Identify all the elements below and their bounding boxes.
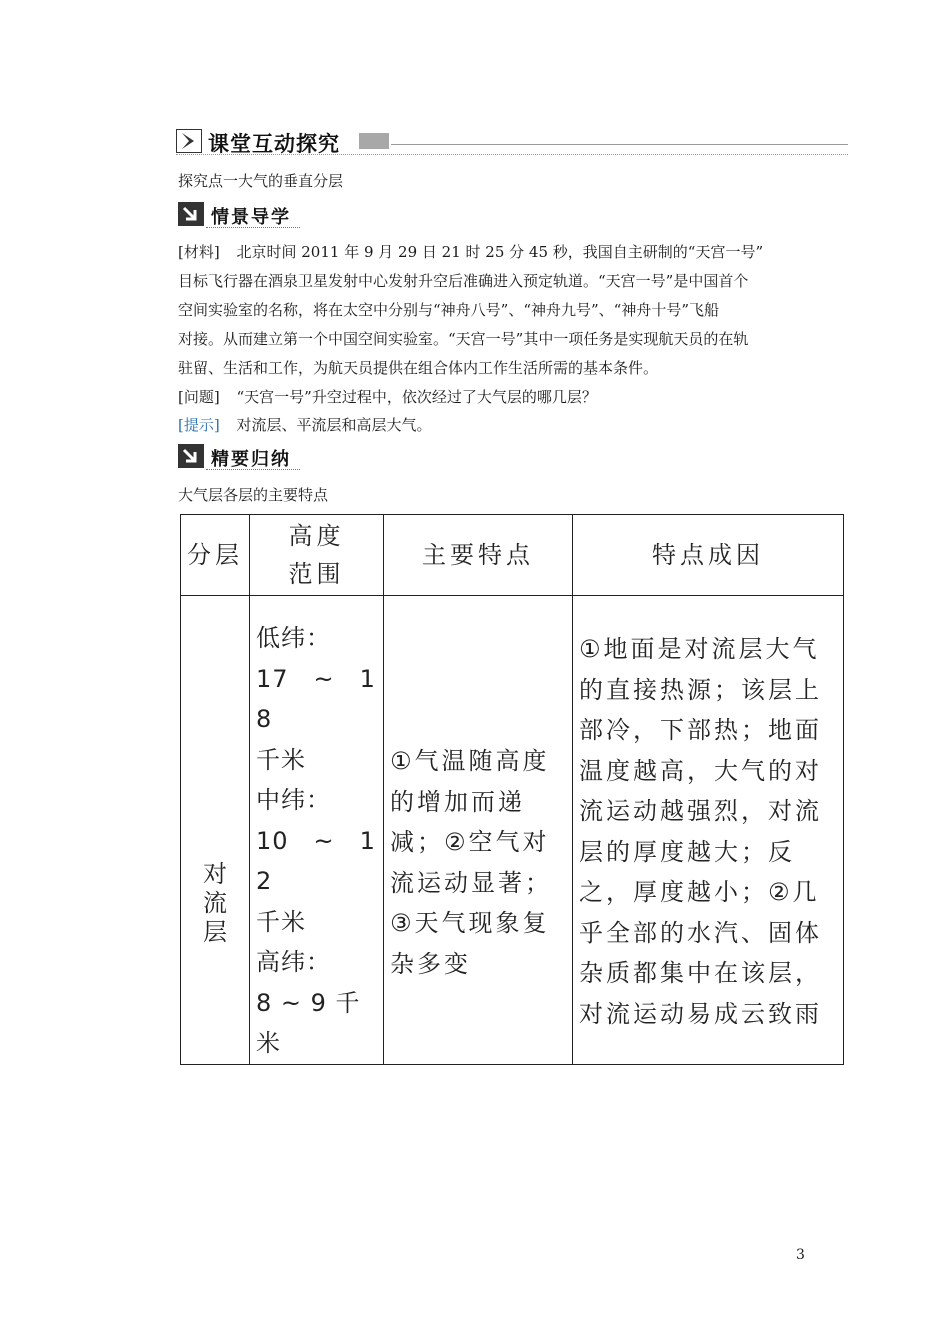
material-paragraph <box>178 238 818 383</box>
cell-causes <box>573 596 844 1065</box>
material-line-1: 北京时间 2011 年 9 月 29 日 21 时 25 分 45 秒，我国自主研制的“天宫一号” <box>236 243 764 261</box>
arrow-down-right-icon <box>178 444 204 468</box>
chevron-right-icon <box>176 129 202 153</box>
banner-decoration <box>359 133 389 149</box>
height-lines: 低纬： 17 ~ 18 千米 中纬： 10 ~ 12 千米 高纬： 8 ~ 9 千米 <box>256 624 376 1057</box>
material-line-2: 目标飞行器在酒泉卫星发射中心发射升空后准确进入预定轨道。“天宫一号”是中国首个 <box>178 272 749 290</box>
banner-rule <box>391 144 848 145</box>
header-causes: 特点成因 <box>573 515 844 596</box>
layer-name: 对流层 <box>203 860 227 947</box>
subhead-scenario: 情景导学 <box>178 202 308 228</box>
table-header-row <box>181 515 844 596</box>
header-height-range: 高度范围 <box>250 515 384 596</box>
header-features: 主要特点 <box>384 515 573 596</box>
question-text: “天宫一号”升空过程中，依次经过了大气层的哪几层？ <box>236 388 597 406</box>
hint-paragraph <box>178 411 818 440</box>
causes-text: ①地面是对流层大气的直接热源；该层上部冷，下部热；地面温度越高，大气的对流运动越强烈，对流层的厚度越大；反之，厚度越小；②几乎全部的水汽、固体杂质都集中在该层，对流运动易成云致雨 <box>579 635 822 1028</box>
hint-text: 对流层、平流层和高层大气。 <box>236 416 432 434</box>
table-row <box>181 596 844 1065</box>
table-caption: 大气层各层的主要特点 <box>178 486 329 504</box>
topic-heading: 探究点一大气的垂直分层 <box>178 172 344 190</box>
material-line-5: 驻留、生活和工作，为航天员提供在组合体内工作生活所需的基本条件。 <box>178 359 659 377</box>
question-label: [问题] <box>178 388 220 406</box>
subhead-summary: 精要归纳 <box>178 444 308 470</box>
atmosphere-layers-table <box>180 514 844 1065</box>
features-text: ①气温随高度的增加而递减；②空气对流运动显著；③天气现象复杂多变 <box>390 747 552 978</box>
material-line-4: 对接。从而建立第一个中国空间实验室。“天宫一号”其中一项任务是实现航天员的在轨 <box>178 330 749 348</box>
cell-features <box>384 596 573 1065</box>
section-banner <box>176 127 848 155</box>
arrow-down-right-icon <box>178 202 204 226</box>
header-layer: 分层 <box>181 515 250 596</box>
material-label: [材料] <box>178 243 220 261</box>
page-number: 3 <box>796 1247 805 1263</box>
section-title: 课堂互动探究 <box>208 132 340 156</box>
banner-dotted-rule <box>176 154 848 155</box>
material-line-3: 空间实验室的名称，将在太空中分别与“神舟八号”、“神舟九号”、“神舟十号”飞船 <box>178 301 720 319</box>
cell-layer <box>181 596 250 1065</box>
question-paragraph <box>178 383 818 412</box>
cell-height-range <box>250 596 384 1065</box>
hint-label: [提示] <box>178 416 220 434</box>
